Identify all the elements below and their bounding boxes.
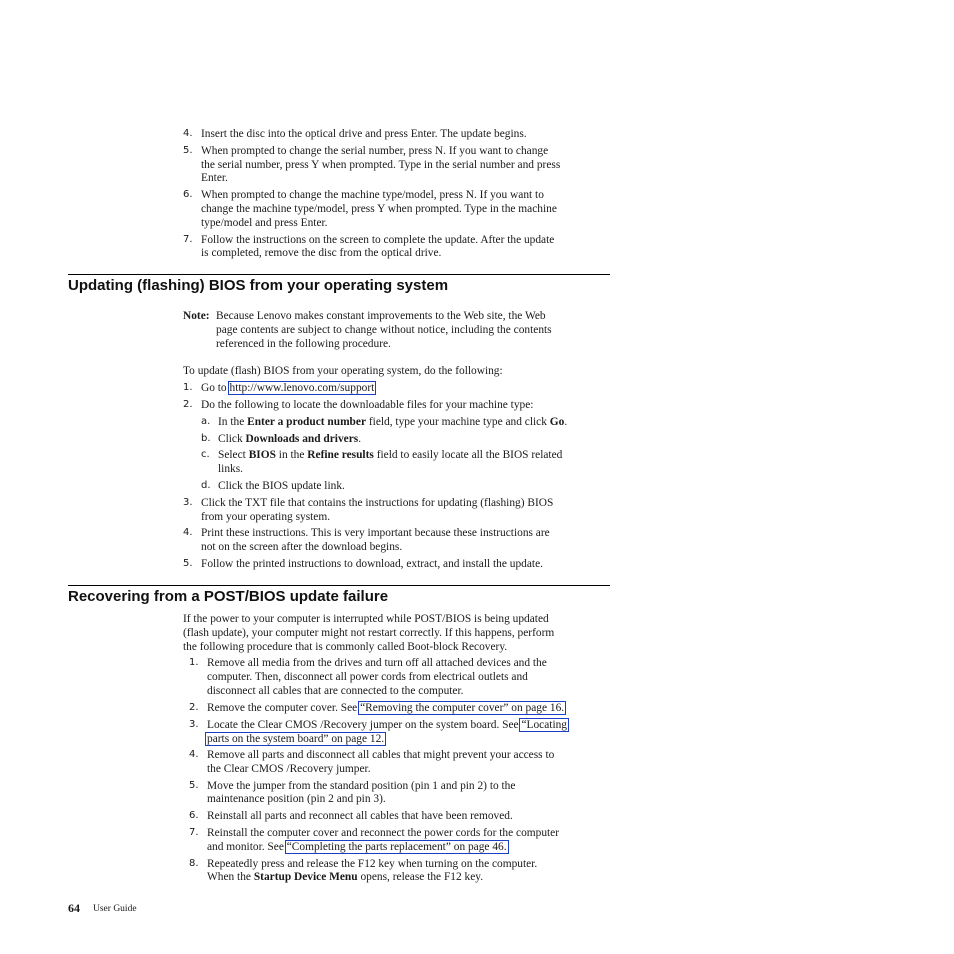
step-number: 4. — [183, 128, 193, 139]
section-divider — [68, 274, 610, 275]
link-name: Downloads and drivers — [245, 433, 359, 445]
step-number: 7. — [189, 827, 199, 838]
sub-step-letter: a. — [201, 416, 211, 427]
step-number: 4. — [189, 749, 199, 760]
step-text: Insert the disc into the optical drive and press Enter. The update begins. — [201, 128, 527, 140]
page-number: 64 — [68, 901, 80, 915]
step-number: 4. — [183, 527, 193, 538]
step-text: Follow the instructions on the screen to complete the update. After the update — [201, 234, 555, 246]
step-text: computer. Then, disconnect all power cords from electrical outlets and — [207, 671, 528, 683]
step-text — [207, 840, 507, 854]
step-text: the serial number, press Y when prompted. Type in the serial number and press — [201, 159, 561, 171]
step-number: 3. — [183, 497, 193, 508]
step-number: 3. — [189, 719, 199, 730]
step-text: Click the TXT file that contains the instructions for updating (flashing) BIOS — [201, 497, 554, 509]
step-text: Follow the printed instructions to download, extract, and install the update. — [201, 558, 543, 570]
cross-reference-link[interactable]: “Locating — [521, 719, 567, 731]
support-link[interactable]: http://www.lenovo.com/support — [229, 382, 375, 394]
step-text — [207, 732, 384, 746]
step-text: disconnect all cables that are connected to the computer. — [207, 685, 464, 697]
step-text — [207, 701, 564, 715]
sub-step-text — [218, 448, 562, 462]
step-number: 1. — [189, 657, 199, 668]
step-text — [207, 718, 567, 732]
step-text: Remove all parts and disconnect all cables that might prevent your access to — [207, 749, 555, 761]
text-part: Locate the Clear CMOS /Recovery jumper on the system board. See — [207, 719, 519, 731]
section-heading: Recovering from a POST/BIOS update failure — [68, 588, 389, 605]
step-text: type/model and press Enter. — [201, 217, 328, 229]
paragraph-line: the following procedure that is commonly called Boot-block Recovery. — [183, 641, 508, 653]
text-part: . — [564, 416, 568, 428]
cross-reference-link[interactable]: “Completing the parts replacement” on page 46. — [286, 841, 507, 853]
paragraph-line: If the power to your computer is interrupted while POST/BIOS is being updated — [183, 613, 549, 625]
step-number: 6. — [183, 189, 193, 200]
step-text: Remove all media from the drives and turn off all attached devices and the — [207, 657, 547, 669]
text-part: When the — [207, 871, 251, 883]
step-text: not on the screen after the download begins. — [201, 541, 403, 553]
text-part: opens, release the F12 key. — [360, 871, 484, 883]
step-text: When prompted to change the machine type/model, press N. If you want to — [201, 189, 544, 201]
sub-step-text: Click the BIOS update link. — [218, 480, 345, 492]
field-name: Refine results — [307, 449, 374, 461]
step-text: When prompted to change the serial number, press N. If you want to change — [201, 145, 549, 157]
sub-step-letter: d. — [201, 480, 211, 491]
sub-step-text — [218, 415, 567, 429]
step-number: 6. — [189, 810, 199, 821]
step-number: 5. — [189, 780, 199, 791]
step-text: Do the following to locate the downloadable files for your machine type: — [201, 399, 534, 411]
text-part: in the — [278, 449, 305, 461]
step-text: the Clear CMOS /Recovery jumper. — [207, 763, 371, 775]
step-text: Repeatedly press and release the F12 key when turning on the computer. — [207, 858, 538, 870]
option-name: BIOS — [248, 449, 276, 461]
step-number: 2. — [183, 399, 193, 410]
text-part: Click — [218, 433, 243, 445]
menu-name: Startup Device Menu — [253, 871, 358, 883]
step-text: Reinstall the computer cover and reconnect the power cords for the computer — [207, 827, 560, 839]
step-text: Move the jumper from the standard position (pin 1 and pin 2) to the — [207, 780, 516, 792]
cross-reference-link[interactable]: “Removing the computer cover” on page 16. — [360, 702, 565, 714]
step-text: from your operating system. — [201, 511, 331, 523]
text-part: Remove the computer cover. See — [207, 702, 358, 714]
step-text: Reinstall all parts and reconnect all cables that have been removed. — [207, 810, 513, 822]
step-text: Enter. — [201, 172, 228, 184]
note-text: page contents are subject to change without notice, including the contents — [216, 324, 552, 336]
paragraph-line: (flash update), your computer might not restart correctly. If this happens, perform — [183, 627, 555, 639]
button-name: Go — [549, 416, 565, 428]
text-part: field to easily locate all the BIOS related — [376, 449, 563, 461]
text-part: . — [358, 433, 362, 445]
guide-title: User Guide — [93, 904, 137, 914]
sub-step-letter: b. — [201, 433, 211, 444]
step-number: 5. — [183, 145, 193, 156]
text-part: In the — [218, 416, 245, 428]
step-number: 8. — [189, 858, 199, 869]
step-number: 5. — [183, 558, 193, 569]
note-label: Note: — [183, 310, 210, 322]
sub-step-letter: c. — [201, 449, 210, 460]
sub-step-text: links. — [218, 463, 244, 475]
step-text: change the machine type/model, press Y when prompted. Type in the machine — [201, 203, 557, 215]
step-text — [201, 381, 374, 395]
text-part: and monitor. See — [207, 841, 284, 853]
step-text-pre: Go to — [201, 382, 227, 394]
step-text: maintenance position (pin 2 and pin 3). — [207, 793, 386, 805]
step-text: Print these instructions. This is very important because these instructions are — [201, 527, 550, 539]
field-name: Enter a product number — [247, 416, 366, 428]
step-number: 2. — [189, 702, 199, 713]
step-number: 1. — [183, 382, 193, 393]
step-text — [207, 870, 483, 884]
sub-step-text — [218, 432, 361, 446]
text-part: field, type your machine type and click — [368, 416, 547, 428]
note-text: referenced in the following procedure. — [216, 338, 391, 350]
text-part: Select — [218, 449, 246, 461]
step-text: is completed, remove the disc from the optical drive. — [201, 247, 442, 259]
section-divider — [68, 585, 610, 586]
section-heading: Updating (flashing) BIOS from your operating system — [68, 277, 449, 294]
procedure-lead: To update (flash) BIOS from your operating system, do the following: — [183, 365, 503, 377]
step-number: 7. — [183, 234, 193, 245]
cross-reference-link[interactable]: parts on the system board” on page 12. — [207, 733, 385, 745]
note-text: Because Lenovo makes constant improvements to the Web site, the Web — [216, 310, 546, 322]
